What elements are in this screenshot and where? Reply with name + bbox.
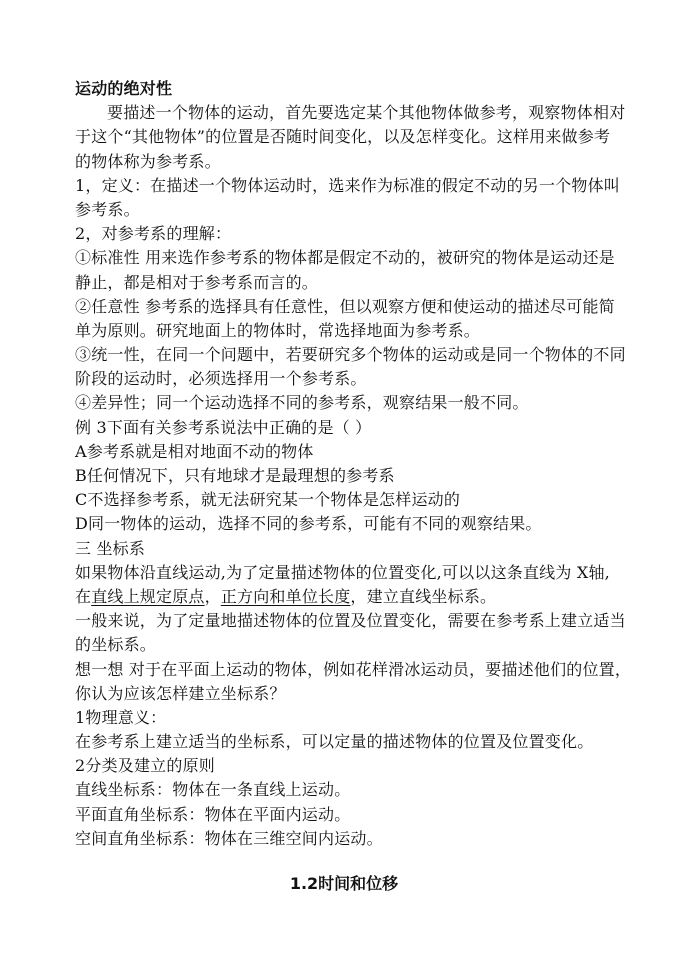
general-line-1: 一般来说，为了定量地描述物体的位置及位置变化，需要在参考系上建立适当 (75, 611, 626, 631)
coord-line-2 (75, 585, 615, 609)
coord-line-2-underline-direction: 正方向和单位长度 (220, 586, 351, 606)
classify-line-2: 平面直角坐标系：物体在平面内运动。 (75, 804, 351, 824)
point-line-3: ②任意性 参考系的选择具有任意性，但以观察方便和使运动的描述尽可能简 (75, 296, 615, 316)
intro-line-1: 要描述一个物体的运动，首先要选定某个其他物体做参考，观察物体相对 (107, 103, 626, 123)
classify-line-3: 空间直角坐标系：物体在三维空间内运动。 (75, 828, 383, 848)
coord-line-2-pre: 在 (75, 586, 92, 606)
point-line-6: 阶段的运动时，必须选择用一个参考系。 (75, 369, 367, 389)
think-line-1: 想一想 对于在平面上运动的物体，例如花样滑冰运动员，要描述他们的位置， (75, 659, 632, 679)
coord-line-2-post: ，建立直线坐标系。 (350, 586, 497, 606)
general-line-2: 的坐标系。 (75, 635, 157, 655)
next-section-title: 1.2时间和位移 (289, 874, 399, 893)
intro-line-2: 于这个“其他物体”的位置是否随时间变化，以及怎样变化。这样用来做参考 (75, 127, 611, 147)
coord-line-2-underline-origin: 直线上规定原点 (91, 586, 205, 606)
coord-line-2-sep: ， (204, 586, 221, 606)
think-line-2: 你认为应该怎样建立坐标系？ (75, 683, 286, 703)
intro-line-3: 的物体称为参考系。 (75, 151, 221, 171)
meaning-title: 1物理意义： (75, 707, 167, 727)
coord-line-1: 如果物体沿直线运动,为了定量描述物体的位置变化,可以以这条直线为 X轴, (75, 562, 610, 582)
example-option-c: C不选择参考系，就无法研究某一个物体是怎样运动的 (75, 490, 461, 510)
understanding-title: 2，对参考系的理解： (75, 224, 232, 244)
example-option-b: B任何情况下，只有地球才是最理想的参考系 (75, 466, 395, 485)
example-option-a: A参考系就是相对地面不动的物体 (75, 441, 314, 461)
point-line-5: ③统一性，在同一个问题中，若要研究多个物体的运动或是同一个物体的不同 (75, 345, 626, 365)
point-line-1: ①标准性 用来选作参考系的物体都是假定不动的，被研究的物体是运动还是 (75, 248, 615, 268)
document-body (75, 77, 632, 851)
point-line-7: ④差异性；同一个运动选择不同的参考系，观察结果一般不同。 (75, 393, 529, 413)
point-line-4: 单为原则。研究地面上的物体时，常选择地面为参考系。 (75, 320, 481, 340)
coord-title: 三 坐标系 (75, 538, 146, 558)
example-option-d: D同一物体的运动，选择不同的参考系，可能有不同的观察结果。 (75, 514, 542, 534)
example-question: 例 3下面有关参考系说法中正确的是（ ） (75, 417, 372, 437)
section-heading: 运动的绝对性 (75, 79, 173, 98)
point-line-2: 静止，都是相对于参考系而言的。 (75, 272, 319, 292)
classify-title: 2分类及建立的原则 (75, 756, 215, 776)
definition-line-1: 1，定义：在描述一个物体运动时，选来作为标准的假定不动的另一个物体叫 (75, 175, 620, 195)
classify-line-1: 直线坐标系：物体在一条直线上运动。 (75, 780, 351, 800)
meaning-text: 在参考系上建立适当的坐标系，可以定量的描述物体的位置及位置变化。 (75, 732, 594, 752)
definition-line-2: 参考系。 (75, 199, 140, 219)
